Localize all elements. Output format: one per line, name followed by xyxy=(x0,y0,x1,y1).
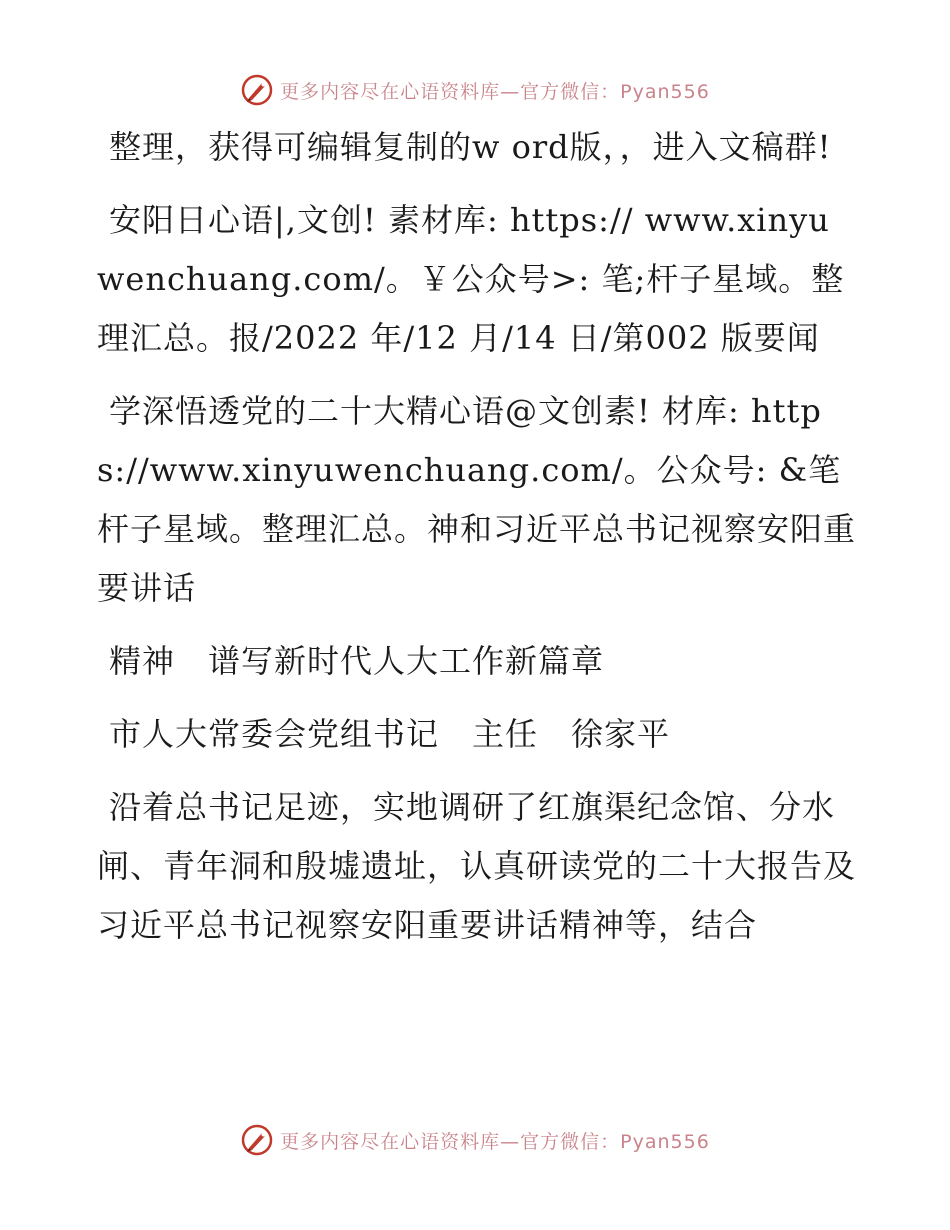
paragraph-1-text: 整理，获得可编辑复制的w ord版，，进入文稿群! xyxy=(109,128,832,166)
footer-banner-text: 更多内容尽在心语资料库—官方微信：Pyan556 xyxy=(280,1130,710,1153)
header-banner-text: 更多内容尽在心语资料库—官方微信：Pyan556 xyxy=(280,80,710,103)
header-banner xyxy=(0,70,950,110)
paragraph-5-author xyxy=(97,705,857,764)
paragraph-6-text: 沿着总书记足迹，实地调研了红旗渠纪念馆、分水闸、青年洞和殷墟遗址，认真研读党的二十大报告及习近平总书记视察安阳重要讲话精神等，结合 xyxy=(97,788,857,944)
paragraph-4-text: 精神 谱写新时代人大工作新篇章 xyxy=(109,642,605,680)
pen-logo-icon xyxy=(240,73,274,107)
paragraph-5-text: 市人大常委会党组书记 主任 徐家平 xyxy=(109,715,671,753)
paragraph-2 xyxy=(97,191,857,368)
paragraph-1 xyxy=(97,118,857,177)
footer-banner xyxy=(0,1120,950,1160)
paragraph-4-heading xyxy=(97,632,857,691)
paragraph-3 xyxy=(97,382,857,618)
pen-logo-icon xyxy=(240,1123,274,1157)
paragraph-6 xyxy=(97,778,857,955)
document-body xyxy=(97,118,857,969)
paragraph-3-text: 学深悟透党的二十大精心语@文创素! 材库: https://www.xinyuwenchuang.com/。公众号: &笔杆子星域。整理汇总。神和习近平总书记视察安阳重要讲话 xyxy=(97,392,857,607)
paragraph-2-text: 安阳日心语|,文创! 素材库: https:// www.xinyuwenchuang.com/。￥公众号>: 笔;杆子星域。整理汇总。报/2022 年/12 月/14 日/第002 版要闻 xyxy=(97,201,845,357)
